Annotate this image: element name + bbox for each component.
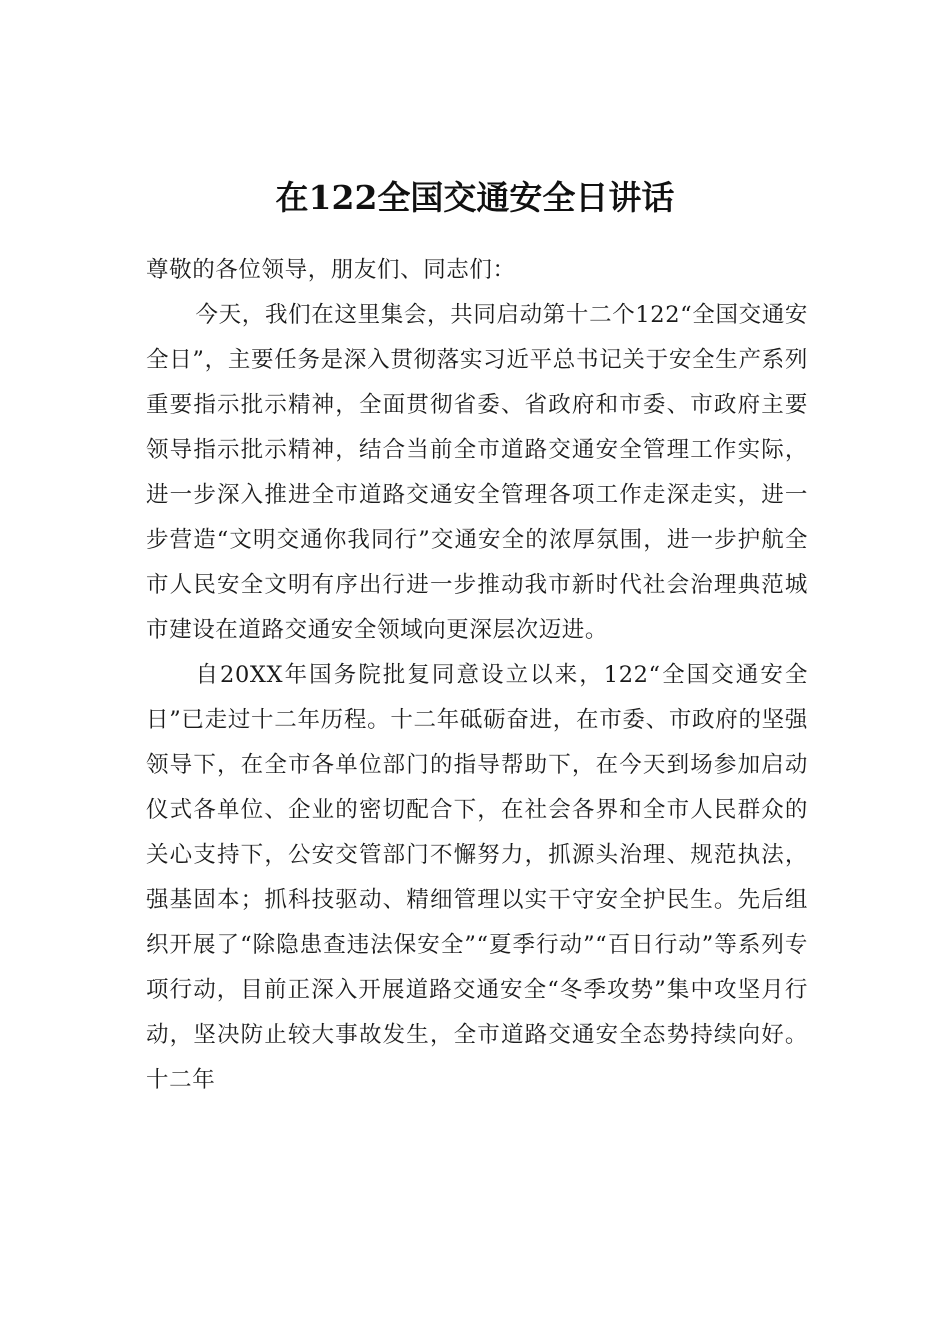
paragraph: 自20XX年国务院批复同意设立以来，122“全国交通安全日”已走过十二年历程。十二年砥砺奋进，在市委、市政府的坚强领导下，在全市各单位部门的指导帮助下，在今天到场参加启动仪式各单位、企业的密切配合下，在社会各界和全市人民群众的关心支持下，公安交管部门不懈努力，抓源头治理、规范执法，强基固本；抓科技驱动、精细管理以实干守安全护民生。先后组织开展了“除隐患查违法保安全”“夏季行动”“百日行动”等系列专项行动，目前正深入开展道路交通安全“冬季攻势”集中攻坚月行动，坚决防止较大事故发生，全市道路交通安全态势持续向好。十二年 [146, 662, 808, 1093]
page-title: 在122全国交通安全日讲话 [275, 178, 675, 217]
salutation: 尊敬的各位领导，朋友们、同志们： [146, 257, 516, 283]
document-body [146, 248, 808, 1103]
paragraph: 今天，我们在这里集会，共同启动第十二个122“全国交通安全日”，主要任务是深入贯彻落实习近平总书记关于安全生产系列重要指示批示精神，全面贯彻省委、省政府和市委、市政府主要领导指示批示精神，结合当前全市道路交通安全管理工作实际，进一步深入推进全市道路交通安全管理各项工作走深走实，进一步营造“文明交通你我同行”交通安全的浓厚氛围，进一步护航全市人民安全文明有序出行进一步推动我市新时代社会治理典范城市建设在道路交通安全领域向更深层次迈进。 [146, 302, 808, 643]
